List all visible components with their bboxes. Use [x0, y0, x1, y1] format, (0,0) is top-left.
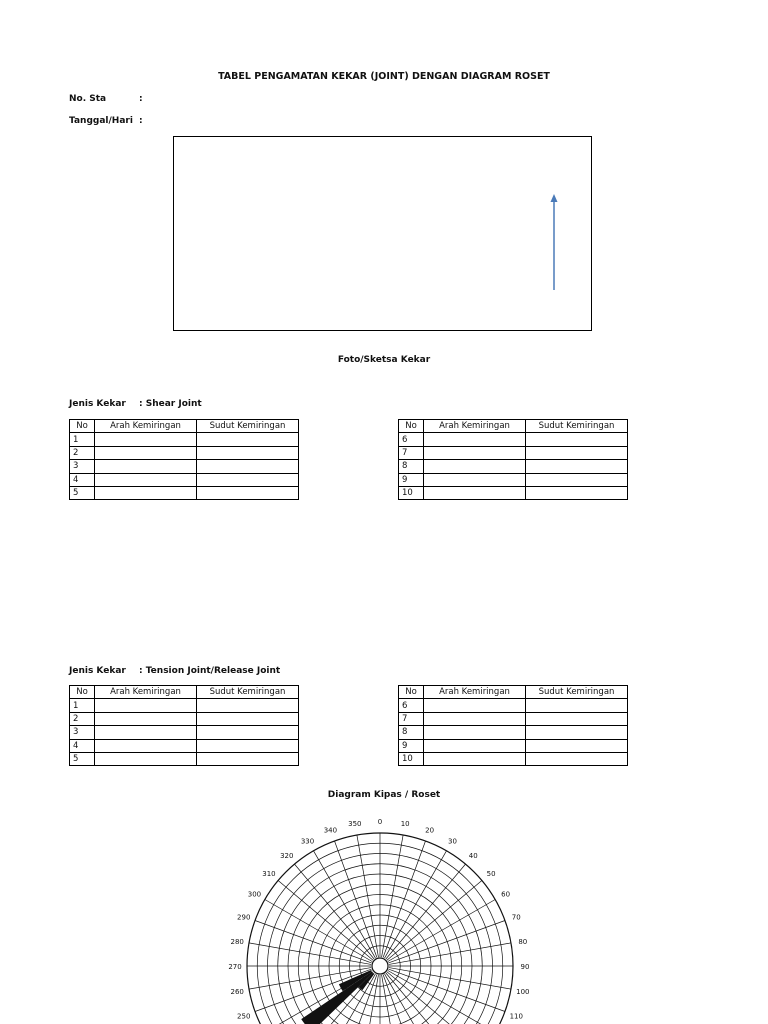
col-header-no: No [399, 420, 424, 433]
row-number: 3 [70, 460, 95, 473]
table-row [399, 726, 628, 739]
arah-cell[interactable] [95, 739, 197, 752]
rose-angle-label: 100 [516, 988, 530, 997]
row-number: 6 [399, 433, 424, 446]
col-header-arah: Arah Kemiringan [424, 420, 526, 433]
arah-cell[interactable] [95, 752, 197, 765]
row-number: 10 [399, 486, 424, 499]
rose-spoke [265, 900, 372, 962]
sudut-cell[interactable] [526, 460, 628, 473]
col-header-no: No [70, 686, 95, 699]
sudut-cell[interactable] [197, 712, 299, 725]
rose-angle-label: 310 [262, 869, 276, 878]
rose-spoke [255, 921, 372, 963]
rose-spoke [335, 841, 377, 958]
rose-angle-label: 290 [237, 913, 251, 922]
rose-spoke [387, 881, 482, 961]
row-number: 9 [399, 739, 424, 752]
row-number: 9 [399, 473, 424, 486]
sketch-caption: Foto/Sketsa Kekar [337, 355, 431, 365]
table-row [70, 699, 299, 712]
north-arrow-icon [173, 136, 592, 331]
rose-angle-label: 90 [520, 963, 530, 971]
rose-angle-label: 30 [448, 837, 457, 846]
arah-cell[interactable] [424, 726, 526, 739]
sudut-cell[interactable] [526, 739, 628, 752]
rose-angle-label: 50 [486, 869, 496, 878]
arah-cell[interactable] [95, 433, 197, 446]
rose-angle-label: 270 [228, 963, 242, 971]
arah-cell[interactable] [95, 473, 197, 486]
field-label-no-sta: No. Sta [69, 94, 107, 104]
table-row [399, 433, 628, 446]
sudut-cell[interactable] [526, 712, 628, 725]
rose-diagram [214, 815, 544, 1024]
rose-spoke [388, 921, 505, 963]
col-header-arah: Arah Kemiringan [424, 686, 526, 699]
rose-angle-label: 10 [400, 820, 410, 829]
arah-cell[interactable] [424, 752, 526, 765]
row-number: 6 [399, 699, 424, 712]
rose-spoke [388, 971, 495, 1024]
sudut-cell[interactable] [526, 433, 628, 446]
rose-angle-label: 320 [280, 851, 294, 860]
sudut-cell[interactable] [197, 486, 299, 499]
rose-spoke [385, 851, 447, 958]
section-value-tension: : Tension Joint/Release Joint [139, 666, 281, 676]
table-row [70, 739, 299, 752]
table-row [399, 752, 628, 765]
row-number: 3 [70, 726, 95, 739]
arah-cell[interactable] [424, 486, 526, 499]
arah-cell[interactable] [424, 460, 526, 473]
arah-cell[interactable] [95, 726, 197, 739]
col-header-sudut: Sudut Kemiringan [197, 420, 299, 433]
col-header-no: No [399, 686, 424, 699]
col-header-arah: Arah Kemiringan [95, 686, 197, 699]
rose-angle-label: 260 [230, 988, 244, 997]
row-number: 2 [70, 712, 95, 725]
table-row [70, 752, 299, 765]
table-row [399, 712, 628, 725]
field-label-tanggal: Tanggal/Hari [69, 116, 133, 126]
arah-cell[interactable] [95, 712, 197, 725]
table-row [399, 699, 628, 712]
table-row [70, 726, 299, 739]
table-row [70, 486, 299, 499]
rose-angle-label: 20 [425, 826, 435, 835]
table-row [399, 739, 628, 752]
rose-angle-label: 40 [468, 851, 478, 860]
rose-spoke [314, 851, 376, 958]
sudut-cell[interactable] [197, 752, 299, 765]
shear-table-left [69, 419, 299, 500]
document-title: TABEL PENGAMATAN KEKAR (JOINT) DENGAN DIAGRAM ROSET [218, 71, 550, 82]
row-number: 7 [399, 446, 424, 459]
rose-angle-label: 250 [237, 1012, 251, 1021]
rose-angle-label: 0 [377, 818, 383, 826]
table-row [399, 446, 628, 459]
rose-angle-label: 60 [501, 890, 511, 899]
field-colon-no-sta: : [139, 94, 143, 104]
table-row [70, 473, 299, 486]
sudut-cell[interactable] [526, 473, 628, 486]
col-header-sudut: Sudut Kemiringan [526, 686, 628, 699]
sketch-box [173, 136, 592, 331]
arah-cell[interactable] [424, 433, 526, 446]
table-row [70, 712, 299, 725]
sudut-cell[interactable] [197, 433, 299, 446]
sudut-cell[interactable] [526, 752, 628, 765]
arah-cell[interactable] [424, 699, 526, 712]
rose-angle-label: 340 [323, 826, 338, 835]
tension-table-right [398, 685, 628, 766]
rose-angle-label: 350 [348, 820, 362, 829]
table-row [70, 460, 299, 473]
table-row [70, 446, 299, 459]
rose-spoke [388, 969, 505, 1011]
arah-cell[interactable] [95, 486, 197, 499]
sudut-cell[interactable] [526, 486, 628, 499]
sudut-cell[interactable] [197, 726, 299, 739]
rose-spoke [295, 864, 375, 959]
row-number: 5 [70, 752, 95, 765]
sudut-cell[interactable] [526, 699, 628, 712]
row-number: 1 [70, 433, 95, 446]
rose-spoke [278, 881, 373, 961]
row-number: 5 [70, 486, 95, 499]
arah-cell[interactable] [95, 446, 197, 459]
arah-cell[interactable] [424, 739, 526, 752]
col-header-sudut: Sudut Kemiringan [197, 686, 299, 699]
rose-angle-label: 80 [518, 937, 528, 946]
rose-angle-label: 330 [300, 837, 315, 846]
arah-cell[interactable] [424, 712, 526, 725]
row-number: 10 [399, 752, 424, 765]
rose-angle-label: 110 [509, 1012, 523, 1021]
row-number: 4 [70, 473, 95, 486]
sudut-cell[interactable] [526, 726, 628, 739]
sudut-cell[interactable] [197, 699, 299, 712]
col-header-no: No [70, 420, 95, 433]
shear-table-right [398, 419, 628, 500]
rose-angle-label: 300 [247, 890, 262, 899]
table-row [399, 473, 628, 486]
rose-angle-label: 280 [230, 937, 244, 946]
rose-title: Diagram Kipas / Roset [327, 790, 441, 800]
section-value-shear: : Shear Joint [139, 399, 202, 409]
col-header-sudut: Sudut Kemiringan [526, 420, 628, 433]
arah-cell[interactable] [95, 699, 197, 712]
row-number: 7 [399, 712, 424, 725]
col-header-arah: Arah Kemiringan [95, 420, 197, 433]
rose-angle-label: 70 [511, 913, 521, 922]
sudut-cell[interactable] [197, 446, 299, 459]
sudut-cell[interactable] [197, 473, 299, 486]
rose-spoke [388, 900, 495, 962]
rose-labels [228, 818, 529, 1021]
section-label-shear: Jenis Kekar [69, 399, 126, 409]
arah-cell[interactable] [424, 446, 526, 459]
row-number: 8 [399, 460, 424, 473]
sudut-cell[interactable] [526, 446, 628, 459]
row-number: 1 [70, 699, 95, 712]
sudut-cell[interactable] [197, 460, 299, 473]
table-row [399, 486, 628, 499]
rose-center [372, 958, 388, 974]
section-label-tension: Jenis Kekar [69, 666, 126, 676]
arah-cell[interactable] [424, 473, 526, 486]
row-number: 4 [70, 739, 95, 752]
sudut-cell[interactable] [197, 739, 299, 752]
field-colon-tanggal: : [139, 116, 143, 126]
rose-spoke [386, 864, 466, 959]
rose-spoke [383, 841, 425, 958]
row-number: 8 [399, 726, 424, 739]
tension-table-left [69, 685, 299, 766]
table-row [70, 433, 299, 446]
row-number: 2 [70, 446, 95, 459]
table-row [399, 460, 628, 473]
rose-grid [247, 833, 513, 1024]
arah-cell[interactable] [95, 460, 197, 473]
